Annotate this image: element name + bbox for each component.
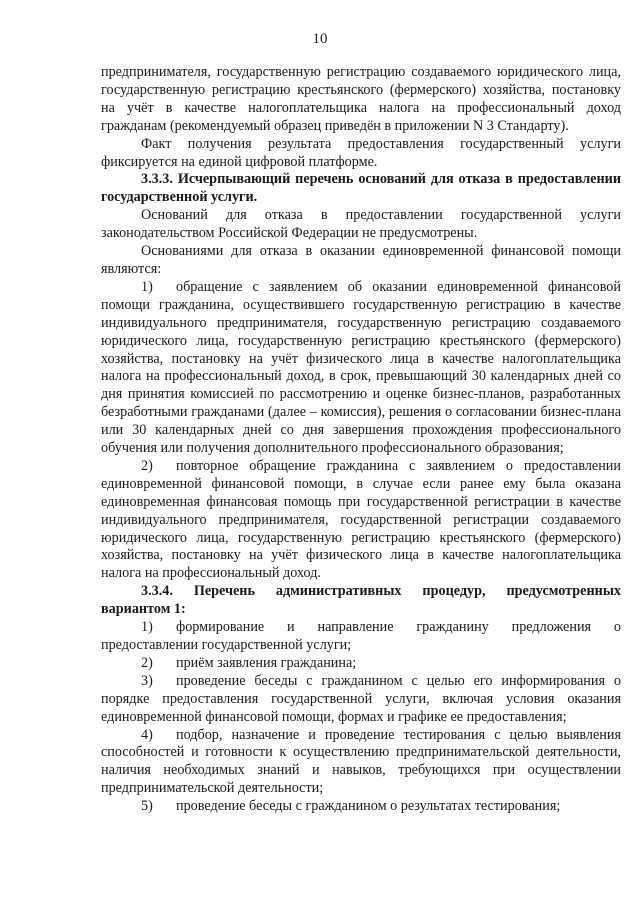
list-item [101,673,621,727]
list-item-number: 5) [141,798,153,815]
section-heading-3-3-4: 3.3.4. Перечень административных процедур, предусмотренных вариантом 1: [101,583,621,618]
list-item [101,727,621,799]
list-item [101,279,621,458]
list-item-text: приём заявления гражданина; [176,654,357,671]
list-item-number: 4) [141,726,153,743]
list-item-number: 3) [141,672,153,689]
list-item-number: 2) [141,457,153,474]
list-item-number: 1) [141,278,153,295]
list-item-number: 2) [141,654,153,671]
paragraph: Оснований для отказа в предоставлении государственной услуги законодательством Российской Федерации не предусмотрены. [101,207,621,242]
list-item [101,798,621,816]
list-item-text: проведение беседы с гражданином с целью его информирования о порядке предоставления государственной услуги, включая условия оказания единовременной финансовой помощи, формах и графике ее предоставления; [101,672,621,725]
list-item-text: повторное обращение гражданина с заявлением о предоставлении единовременной финансовой помощи, в случае если ранее ему была оказана единовременная финансовая помощь при государственной регистрации в качестве индивидуального предпринимателя, государственной регистрации создаваемого юридического лица, государственную регистрацию крестьянского (фермерского) хозяйства, постановку на учёт физического лица в качестве налогоплательщика налога на профессиональный доход. [101,457,621,582]
list-item-text: подбор, назначение и проведение тестирования с целью выявления способностей и готовности к осуществлению предпринимательской деятельности, наличия необходимых знаний и навыков, требующихся при осуществлении предпринимательской деятельности; [101,726,621,797]
list-item [101,458,621,583]
page-number: 10 [312,31,328,47]
list-item [101,619,621,655]
paragraph: Факт получения результата предоставления государственный услуги фиксируется на единой цифровой платформе. [101,135,621,170]
document-body [101,64,621,816]
paragraph: Основаниями для отказа в оказании единовременной финансовой помощи являются: [101,243,621,277]
list-item-text: обращение с заявлением об оказании единовременной финансовой помощи гражданина, осуществившего государственную регистрацию в качестве индивидуального предпринимателя, государственную регистрацию создаваемого юридического лица, государственную регистрацию крестьянского (фермерского) хозяйства, постановку на учёт физического лица в качестве налогоплательщика налога на профессиональный доход, в срок, превышающий 30 календарных дней со дня принятия комиссией по рассмотрению и оценке бизнес-планов, разработанных безработными гражданами (далее – комиссия), решения о согласовании бизнес-плана или 30 календарных дней со дня завершения прохождения профессионального обучения или получения дополнительного профессионального образования; [101,278,621,457]
list-item-text: проведение беседы с гражданином о результатах тестирования; [176,798,561,815]
list-item-text: формирование и направление гражданину предложения о предоставлении государственной услуги; [101,619,621,653]
paragraph: предпринимателя, государственную регистрацию создаваемого юридического лица, государственную регистрацию крестьянского (фермерского) хозяйства, постановку на учёт в качестве налогоплательщика налога на профессиональный доход гражданам (рекомендуемый образец приведён в приложении N 3 Стандарту). [101,64,621,134]
section-heading-3-3-3: 3.3.3. Исчерпывающий перечень оснований для отказа в предоставлении государственной услуги. [101,171,621,206]
list-item [101,655,621,673]
list-item-number: 1) [141,619,153,636]
